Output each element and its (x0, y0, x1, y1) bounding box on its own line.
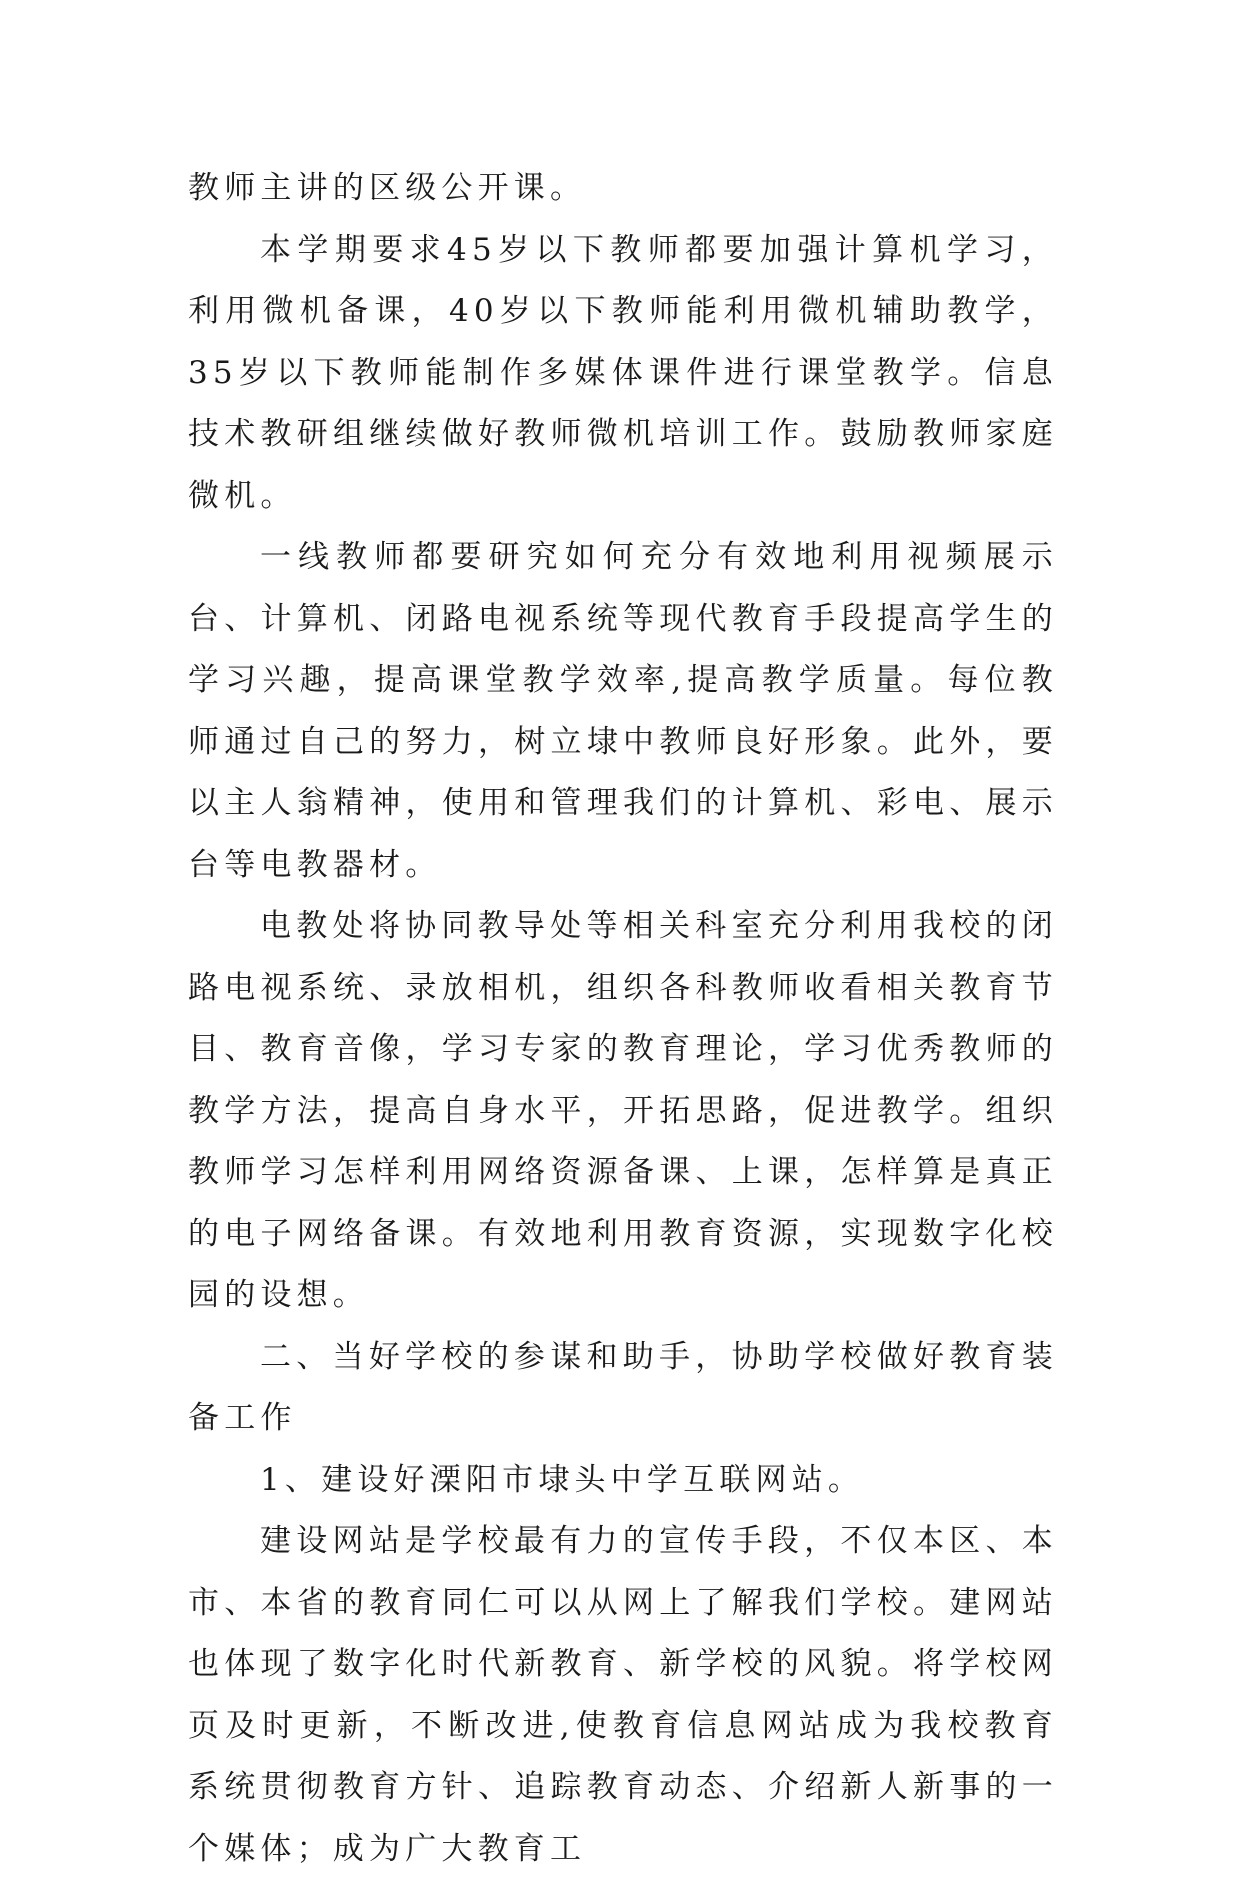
paragraph-1: 教师主讲的区级公开课。 (188, 170, 587, 206)
subsection-heading: 1、建设好溧阳市埭头中学互联网站。 (260, 1461, 865, 1498)
paragraph-4: 电教处将协同教导处等相关科室充分利用我校的闭路电视系统、录放相机，组织各科教师收看相关教育节目、教育音像，学习专家的教育理论，学习优秀教师的教学方法，提高自身水平，开拓思路，促进教学。组织教师学习怎样利用网络资源备课、上课，怎样算是真正的电子网络备课。有效地利用教育资源，实现数字化校园的设想。 (188, 908, 1058, 1313)
paragraph-2: 本学期要求45岁以下教师都要加强计算机学习，利用微机备课，40岁以下教师能利用微机辅助教学，35岁以下教师能制作多媒体课件进行课堂教学。信息技术教研组继续做好教师微机培训工作。鼓励教师家庭微机。 (188, 231, 1058, 514)
paragraph-5: 建设网站是学校最有力的宣传手段，不仅本区、本市、本省的教育同仁可以从网上了解我们学校。建网站也体现了数字化时代新教育、新学校的风貌。将学校网页及时更新，不断改进,使教育信息网站成为我校教育系统贯彻教育方针、追踪教育动态、介绍新人新事的一个媒体；成为广大教育工 (188, 1523, 1058, 1867)
section-heading: 二、当好学校的参谋和助手，协助学校做好教育装备工作 (188, 1338, 1058, 1436)
document-body (188, 158, 1058, 1880)
paragraph-3: 一线教师都要研究如何充分有效地利用视频展示台、计算机、闭路电视系统等现代教育手段提高学生的学习兴趣，提高课堂教学效率,提高教学质量。每位教师通过自己的努力，树立埭中教师良好形象。此外，要以主人翁精神，使用和管理我们的计算机、彩电、展示台等电教器材。 (188, 539, 1058, 883)
